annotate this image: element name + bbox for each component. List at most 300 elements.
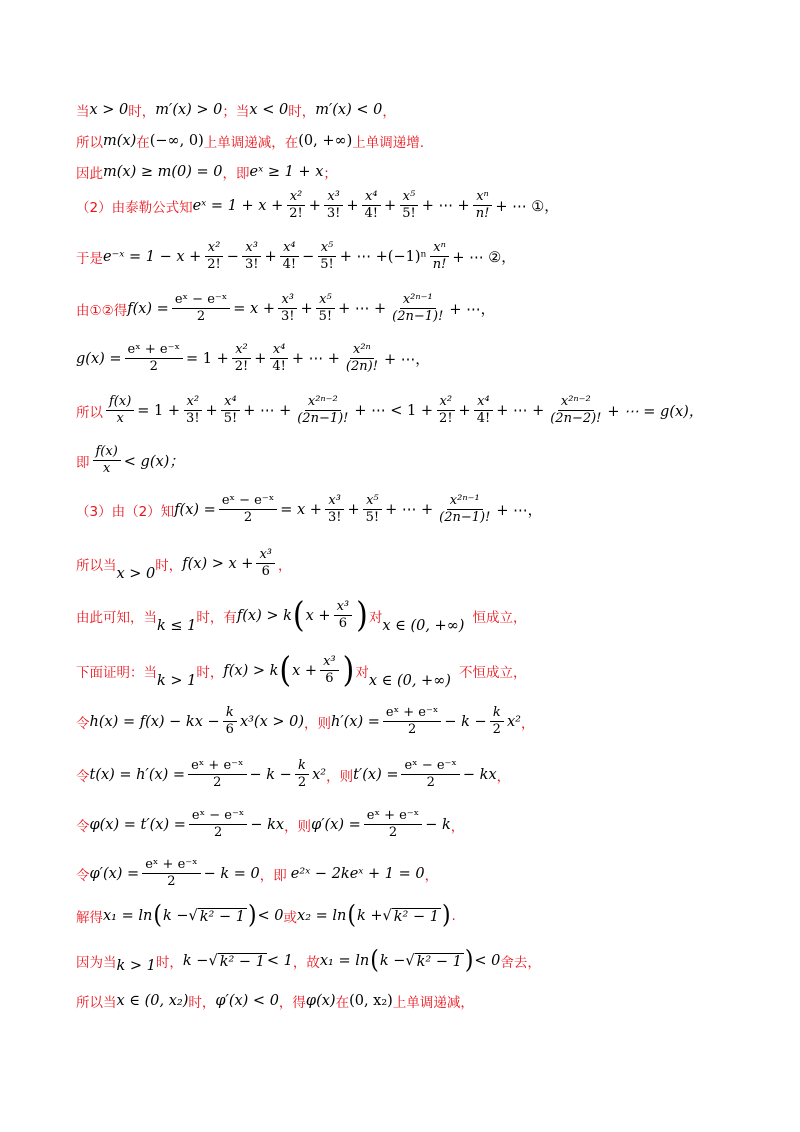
op: x +	[305, 607, 331, 624]
den: 5!	[318, 309, 333, 325]
text: 时，	[155, 955, 183, 971]
text: 因为当	[76, 955, 117, 971]
math: k > 1	[116, 958, 156, 974]
op: = 1 +	[185, 350, 229, 367]
num: x⁵	[316, 293, 335, 309]
paren: (	[153, 901, 162, 930]
line-16	[76, 809, 464, 841]
fraction	[286, 190, 306, 222]
den: (2n−2)!	[550, 411, 602, 427]
den: 4!	[364, 206, 379, 222]
fraction	[547, 395, 604, 427]
op: + ⋯ +	[421, 197, 470, 214]
math: t(x) = h′(x) =	[89, 766, 186, 783]
num: x²ⁿ⁻²	[558, 395, 594, 411]
text: （3）由（2）知	[76, 503, 175, 520]
math: m(x) ≥ m(0) = 0	[103, 164, 223, 180]
math: x₁ = ln	[103, 908, 153, 924]
num: x²	[184, 395, 203, 411]
op: +	[264, 248, 277, 265]
num: eˣ + e⁻ˣ	[142, 858, 200, 874]
op: +	[205, 402, 218, 419]
math: h′(x) =	[331, 713, 380, 730]
text: ，	[424, 867, 439, 884]
math: φ(x) = t′(x) =	[89, 816, 186, 833]
fraction	[316, 293, 336, 325]
math: f(x) =	[127, 300, 169, 317]
line-5	[76, 241, 516, 273]
text: ，即	[222, 166, 250, 182]
line-10	[76, 494, 542, 526]
text: 不恒成立，	[458, 664, 527, 681]
fraction	[142, 858, 200, 890]
num: x³	[278, 293, 297, 309]
den: 3!	[186, 411, 200, 427]
sqrt: √	[188, 908, 198, 924]
fraction	[436, 494, 493, 526]
num: x⁴	[362, 190, 381, 206]
text: 令	[76, 818, 90, 835]
num: x²ⁿ⁻²	[305, 395, 341, 411]
den: x	[102, 461, 111, 477]
num: f(x)	[93, 445, 121, 461]
fraction	[219, 494, 277, 526]
op: +	[384, 197, 397, 214]
den: 2!	[289, 206, 303, 222]
line-20	[76, 991, 474, 1011]
text: 上单调递增.	[352, 135, 425, 151]
op: + ⋯ +	[338, 300, 387, 317]
den: 5!	[223, 411, 238, 427]
line-19	[76, 946, 541, 975]
num: x³	[325, 494, 344, 510]
paren: )	[247, 901, 257, 930]
math: φ(x)	[305, 993, 336, 1009]
text: 对	[355, 664, 369, 681]
math: φ′(x) =	[89, 865, 140, 882]
text: 时，	[128, 104, 156, 120]
text: 上单调递减，	[392, 995, 474, 1011]
line-9	[76, 445, 184, 477]
num: eˣ + e⁻ˣ	[383, 706, 441, 722]
math: − k = 0	[203, 865, 260, 882]
radicand: k² − 1	[219, 953, 265, 970]
math: x < 0	[249, 102, 289, 118]
sign: (−1)ⁿ	[387, 248, 427, 265]
text: 令	[76, 867, 90, 884]
text: ，得	[278, 995, 306, 1011]
math: x ∈ (0, +∞)	[368, 672, 451, 689]
den: 5!	[365, 510, 380, 526]
text: 所以	[76, 135, 103, 151]
text: 时，	[155, 557, 183, 574]
num: eˣ + e⁻ˣ	[125, 343, 183, 359]
fraction	[325, 494, 345, 526]
op: −	[302, 248, 315, 265]
text: 时，	[188, 995, 216, 1011]
fraction	[125, 343, 183, 375]
math: x₁ = ln	[319, 953, 370, 969]
math: k −	[182, 953, 209, 969]
text: ，则	[326, 768, 354, 785]
fraction	[363, 494, 383, 526]
num: xⁿ	[473, 190, 492, 206]
line-12	[76, 595, 527, 636]
math: < 1	[266, 953, 293, 969]
math: t′(x) =	[353, 766, 399, 783]
num: x⁴	[280, 241, 299, 257]
math: − k	[425, 816, 451, 833]
fraction	[278, 293, 298, 325]
op: + ⋯ +	[339, 248, 388, 265]
paren: )	[441, 901, 451, 930]
line-4	[76, 190, 559, 222]
den: 4!	[282, 257, 297, 273]
den: (2n−1)!	[392, 309, 444, 325]
num: x³	[324, 190, 343, 206]
op: −	[226, 248, 239, 265]
math: φ′(x) =	[311, 816, 361, 833]
math: < g(x)；	[123, 454, 184, 471]
den: 2!	[439, 411, 453, 427]
text: 时，	[196, 664, 224, 681]
math: k −	[379, 953, 406, 969]
math: k ≤ 1	[157, 617, 197, 634]
math: + ⋯，	[449, 302, 496, 319]
radicand: k² − 1	[393, 908, 439, 925]
den: 2	[167, 874, 176, 890]
num: x⁴	[270, 343, 289, 359]
den: 3!	[280, 309, 295, 325]
math: m′(x) < 0	[315, 102, 383, 118]
num: x⁴	[221, 395, 240, 411]
math: f(x) > x +	[182, 555, 254, 572]
op: +	[254, 350, 267, 367]
math: φ′(x) < 0	[215, 993, 279, 1009]
text: ，故	[292, 955, 320, 971]
text: 令	[76, 768, 90, 785]
math: (0, +∞)	[298, 133, 353, 149]
text: 上单调递减，在	[203, 135, 299, 151]
fraction	[364, 809, 422, 841]
fraction	[93, 445, 121, 477]
den: 2	[196, 309, 206, 325]
math: m(x)	[103, 133, 137, 149]
text: （2）由泰勒公式知	[76, 199, 193, 216]
den: 2	[213, 775, 222, 791]
den: 2	[492, 722, 501, 738]
line-13	[76, 650, 527, 691]
den: 2!	[234, 359, 249, 375]
op: +	[458, 402, 471, 419]
fraction	[474, 395, 494, 427]
fraction	[280, 241, 300, 273]
num: k	[490, 706, 504, 722]
math: < 0	[474, 953, 501, 969]
radicand: k² − 1	[416, 953, 462, 970]
text: ，	[278, 557, 292, 574]
num: x³	[334, 600, 353, 616]
line-3	[76, 162, 337, 182]
num: x³	[256, 548, 275, 564]
fraction	[436, 395, 456, 427]
fraction	[242, 241, 262, 273]
line-1	[76, 100, 396, 120]
fraction	[473, 190, 493, 222]
num: x²ⁿ⁻¹	[447, 494, 483, 510]
fraction	[324, 190, 344, 222]
text: 时，有	[196, 609, 237, 626]
op: + ⋯ < 1 +	[354, 402, 434, 419]
fraction	[183, 395, 203, 427]
num: eˣ + e⁻ˣ	[364, 809, 422, 825]
fraction	[389, 293, 446, 325]
fraction	[430, 241, 450, 273]
text: ，	[382, 104, 396, 120]
line-7	[76, 343, 430, 375]
num: x⁵	[400, 190, 419, 206]
text: ，则	[304, 715, 332, 732]
math: − k −	[249, 766, 292, 783]
op: x +	[292, 662, 318, 679]
math: g(x) =	[76, 350, 122, 367]
text: 所以	[76, 404, 103, 421]
math: x > 0	[89, 102, 129, 118]
fraction	[490, 706, 504, 738]
fraction	[221, 395, 241, 427]
text: 由①②得	[76, 302, 128, 319]
den: n!	[432, 257, 447, 273]
text: .	[451, 908, 456, 924]
fraction	[317, 241, 337, 273]
math: f(x) =	[174, 501, 216, 518]
fraction	[399, 190, 419, 222]
num: x²ⁿ	[350, 343, 374, 359]
op: + ⋯ +	[291, 350, 340, 367]
text: 即	[76, 454, 90, 471]
text: ，	[520, 715, 535, 732]
math: eˣ = 1 + x +	[192, 197, 284, 214]
num: k	[295, 759, 309, 775]
text: ，即	[259, 867, 287, 884]
fraction	[189, 809, 247, 841]
math: x₂ = ln	[297, 908, 347, 924]
math: − k −	[444, 713, 487, 730]
num: x³	[320, 655, 339, 671]
text: ，	[496, 768, 511, 785]
radicand: k² − 1	[199, 908, 245, 925]
math: eˣ ≥ 1 + x	[249, 164, 324, 180]
line-6	[76, 293, 495, 325]
math: − kx	[250, 816, 285, 833]
den: 3!	[244, 257, 259, 273]
op: +	[308, 197, 321, 214]
math: x ∈ (0, +∞)	[382, 617, 465, 634]
text: 在	[335, 995, 350, 1011]
math: (−∞, 0)	[149, 133, 204, 149]
num: x²	[437, 395, 456, 411]
text: 对	[368, 609, 383, 626]
fraction	[223, 706, 237, 738]
den: 2	[407, 722, 417, 738]
text: 恒成立，	[472, 609, 527, 626]
den: 6	[225, 722, 234, 738]
math: k −	[162, 908, 189, 924]
fraction	[106, 395, 134, 427]
den: x	[116, 411, 124, 427]
den: 6	[338, 616, 347, 632]
math: x > 0	[116, 565, 156, 582]
math: e²ˣ − 2keˣ + 1 = 0	[290, 865, 425, 882]
math: x²	[506, 713, 521, 730]
text: 当	[76, 104, 90, 120]
num: x⁵	[318, 241, 337, 257]
math: h(x) = f(x) − kx −	[89, 713, 220, 730]
op: = x +	[280, 501, 322, 518]
fraction	[188, 759, 246, 791]
text: 令	[76, 715, 90, 732]
den: 2	[297, 775, 307, 791]
den: (2n)!	[345, 359, 378, 375]
math: x³(x > 0)	[239, 713, 305, 730]
math: < 0	[257, 908, 284, 924]
den: 6	[261, 564, 270, 580]
math: + ⋯ ②，	[452, 250, 516, 267]
den: 2	[213, 825, 223, 841]
math: + ⋯，	[496, 503, 543, 520]
op: + ⋯ +	[243, 402, 292, 419]
num: eˣ − e⁻ˣ	[219, 494, 277, 510]
den: n!	[475, 206, 490, 222]
math: f(x) > k	[223, 662, 279, 679]
text: ；	[323, 166, 337, 182]
op: + ⋯ +	[385, 501, 434, 518]
fraction	[343, 343, 381, 375]
line-15	[76, 759, 510, 791]
fraction	[334, 600, 353, 632]
fraction	[362, 190, 382, 222]
num: k	[223, 706, 237, 722]
num: x²	[205, 241, 224, 257]
text: 下面证明：当	[76, 664, 157, 681]
text: ，	[450, 818, 465, 835]
num: x⁵	[363, 494, 382, 510]
math: + ⋯ = g(x)，	[607, 404, 704, 421]
text: 或	[283, 910, 298, 926]
op: +	[300, 300, 313, 317]
den: (2n−1)!	[297, 411, 349, 427]
fraction	[320, 655, 339, 687]
num: eˣ − e⁻ˣ	[189, 809, 247, 825]
op: + ⋯ +	[496, 402, 545, 419]
op: = x +	[233, 300, 275, 317]
paren: (	[279, 650, 292, 691]
math: x²	[312, 766, 327, 783]
den: 6	[325, 671, 334, 687]
den: 2	[149, 359, 158, 375]
fraction	[172, 293, 230, 325]
sqrt: √	[208, 953, 218, 969]
math: k > 1	[157, 672, 197, 689]
paren: )	[342, 650, 355, 691]
num: x²	[232, 343, 251, 359]
num: xⁿ	[430, 241, 449, 257]
line-14	[76, 706, 534, 738]
num: x²ⁿ⁻¹	[400, 293, 436, 309]
text: 解得	[76, 910, 103, 926]
paren: (	[292, 595, 305, 636]
math: x ∈ (0, x₂)	[116, 993, 189, 1009]
den: 4!	[272, 359, 286, 375]
text: 在	[136, 135, 150, 151]
text: 所以当	[76, 557, 117, 574]
fraction	[232, 343, 252, 375]
line-18	[76, 901, 456, 930]
math: + ⋯，	[383, 352, 430, 369]
text: 舍去，	[500, 955, 541, 971]
num: f(x)	[106, 395, 134, 411]
fraction	[383, 706, 441, 738]
text: 所以当	[76, 995, 117, 1011]
num: eˣ + e⁻ˣ	[188, 759, 246, 775]
den: 5!	[402, 206, 416, 222]
num: x⁴	[474, 395, 493, 411]
fraction	[269, 343, 289, 375]
text: 时，	[288, 104, 316, 120]
text: ；当	[222, 104, 250, 120]
den: 2	[426, 775, 435, 791]
text: 于是	[76, 250, 103, 267]
paren: (	[370, 946, 379, 975]
paren: )	[464, 946, 474, 975]
text: ，则	[284, 818, 312, 835]
den: 3!	[327, 510, 342, 526]
num: x³	[242, 241, 261, 257]
math: e⁻ˣ = 1 − x +	[103, 248, 202, 265]
paren: )	[356, 595, 368, 636]
fraction	[256, 548, 275, 580]
den: 2	[388, 825, 398, 841]
text: 因此	[76, 166, 103, 182]
fraction	[295, 759, 309, 791]
den: 2!	[207, 257, 221, 273]
den: 5!	[320, 257, 334, 273]
num: x²	[287, 190, 306, 206]
fraction	[294, 395, 351, 427]
math: f(x) > k	[236, 607, 292, 624]
fraction	[401, 759, 459, 791]
text: 由此可知，当	[76, 609, 157, 626]
num: eˣ − e⁻ˣ	[401, 759, 459, 775]
op: +	[346, 197, 359, 214]
math: (0, x₂)	[349, 993, 393, 1009]
math: k +	[356, 908, 383, 924]
line-2	[76, 131, 424, 151]
fraction	[204, 241, 224, 273]
line-8	[76, 395, 703, 427]
den: 2	[243, 510, 253, 526]
op: = 1 +	[137, 402, 181, 419]
paren: (	[347, 901, 356, 930]
den: 4!	[476, 411, 491, 427]
line-17	[76, 858, 438, 890]
line-11	[76, 548, 292, 580]
math: + ⋯ ①，	[495, 199, 559, 216]
math: m′(x) > 0	[155, 102, 223, 118]
sqrt: √	[405, 953, 415, 969]
sqrt: √	[382, 908, 392, 924]
den: (2n−1)!	[439, 510, 491, 526]
